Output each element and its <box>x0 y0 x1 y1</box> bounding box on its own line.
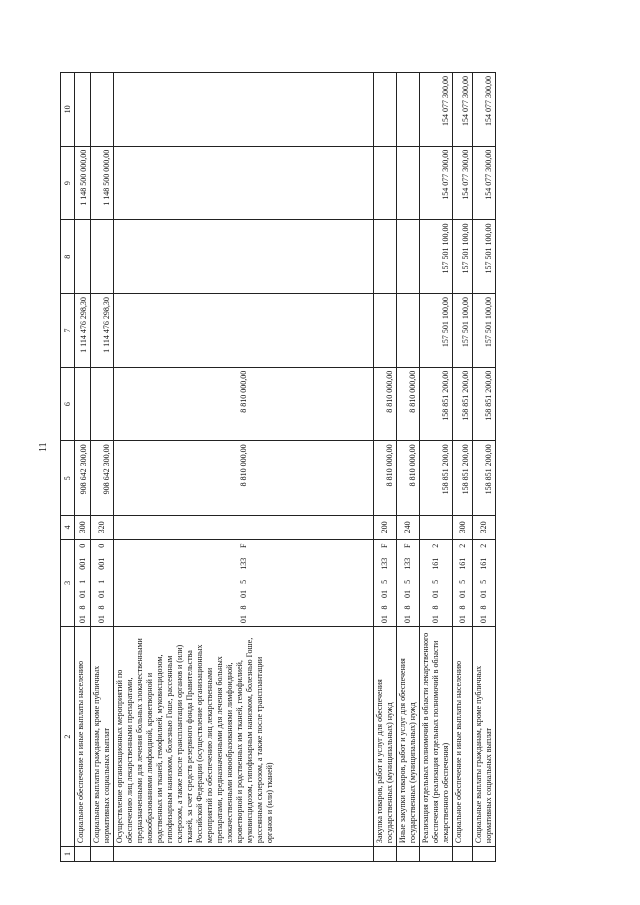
table-row <box>91 73 114 862</box>
row-name: Социальные выплаты гражданам, кроме публичных нормативных социальных выплат <box>473 627 496 847</box>
code-part: 0 <box>91 539 114 552</box>
value-c8 <box>75 220 91 294</box>
page-number: 11 <box>38 442 49 452</box>
value-c8 <box>114 220 374 294</box>
value-c10 <box>374 73 397 147</box>
value-c8 <box>91 220 114 294</box>
code-part: 01 <box>453 614 473 627</box>
table-body <box>75 73 496 862</box>
value-c8: 157 501 100,00 <box>453 220 473 294</box>
code-part: 2 <box>453 539 473 552</box>
code-part: 01 <box>397 588 420 601</box>
cell-col-1 <box>473 847 496 862</box>
code-part: 8 <box>374 601 397 614</box>
value-c9 <box>397 146 420 220</box>
value-c9: 1 148 500 000,00 <box>75 146 91 220</box>
expense-type <box>114 516 374 539</box>
code-part: 01 <box>91 614 114 627</box>
code-part: 8 <box>420 601 453 614</box>
value-c10: 154 077 300,00 <box>420 73 453 147</box>
expense-type: 300 <box>75 516 91 539</box>
code-part: 0 <box>75 539 91 552</box>
table-row <box>75 73 91 862</box>
table-row <box>397 73 420 862</box>
expense-type: 320 <box>473 516 496 539</box>
row-name: Осуществление организационных мероприятий по обеспечению лиц лекарственными препаратами, предназначенными для лечения больных злокачественными новообразованиями лимфоидной, кроветворной и родственных им тканей, гемофилией, муковисцидозом, гипофизарным нанизмом, болезнью Гоше, рассеянным склерозом, а также после трансплантации органов и (или) тканей, за счет средств резервного фонда Правительства Российской Федерации (осуществление организационных мероприятий по обеспечению лиц лекарственными препаратами, предназначенными для лечения больных злокачественными новообразованиями лимфоидной, кроветворной и родственных им тканей, гемофилией, муковисцидозом, гипофизарным нанизмом, болезнью Гоше, рассеянным склерозом, а также после трансплантации органов и (или) тканей) <box>114 627 374 847</box>
table-row <box>114 73 374 862</box>
value-c8 <box>397 220 420 294</box>
row-name: Иные закупки товаров, работ и услуг для обеспечения государственных (муниципальных) нужд <box>397 627 420 847</box>
row-name: Социальное обеспечение и иные выплаты населению <box>75 627 91 847</box>
value-c7: 157 501 100,00 <box>453 294 473 368</box>
code-part: 2 <box>420 539 453 552</box>
code-part: 5 <box>114 575 374 588</box>
code-part: F <box>114 539 374 552</box>
code-part: 2 <box>473 539 496 552</box>
code-part: 8 <box>114 601 374 614</box>
code-part: 8 <box>75 601 91 614</box>
code-part: 5 <box>374 575 397 588</box>
value-c10 <box>91 73 114 147</box>
value-c6: 8 810 000,00 <box>374 367 397 441</box>
code-part: 5 <box>397 575 420 588</box>
header-col-3: 3 <box>61 539 75 627</box>
code-part: 5 <box>473 575 496 588</box>
value-col-5: 908 642 300,00 <box>91 441 114 516</box>
code-part: F <box>397 539 420 552</box>
value-c7: 1 114 476 298,30 <box>75 294 91 368</box>
header-col-10: 10 <box>61 73 75 147</box>
header-col-2: 2 <box>61 627 75 847</box>
value-col-5: 908 642 300,00 <box>75 441 91 516</box>
budget-table <box>60 72 496 862</box>
row-name: Социальное обеспечение и иные выплаты населению <box>453 627 473 847</box>
cell-col-1 <box>397 847 420 862</box>
code-part: 01 <box>420 588 453 601</box>
cell-col-1 <box>91 847 114 862</box>
value-c6: 158 851 200,00 <box>453 367 473 441</box>
value-c8: 157 501 100,00 <box>473 220 496 294</box>
code-part: 8 <box>91 601 114 614</box>
code-part: 01 <box>397 614 420 627</box>
code-part: F <box>374 539 397 552</box>
code-part: 8 <box>453 601 473 614</box>
value-c9: 1 148 500 000,00 <box>91 146 114 220</box>
code-part: 01 <box>420 614 453 627</box>
code-part: 001 <box>91 552 114 575</box>
header-col-9: 9 <box>61 146 75 220</box>
value-c7 <box>397 294 420 368</box>
code-part: 001 <box>75 552 91 575</box>
value-c7: 157 501 100,00 <box>473 294 496 368</box>
value-c6 <box>91 367 114 441</box>
code-part: 01 <box>75 614 91 627</box>
value-col-5: 8 810 000,00 <box>374 441 397 516</box>
header-row <box>61 73 75 862</box>
value-c7: 1 114 476 298,30 <box>91 294 114 368</box>
row-name: Реализация отдельных полномочий в области лекарственного обеспечения (реализация отдельных полномочий в области лекарственного обеспечения) <box>420 627 453 847</box>
table-row <box>473 73 496 862</box>
value-col-5: 8 810 000,00 <box>397 441 420 516</box>
code-part: 5 <box>420 575 453 588</box>
code-part: 01 <box>453 588 473 601</box>
cell-col-1 <box>114 847 374 862</box>
value-c10: 154 077 300,00 <box>473 73 496 147</box>
rotated-table-wrapper <box>60 72 493 862</box>
code-part: 01 <box>374 614 397 627</box>
header-col-4: 4 <box>61 516 75 539</box>
code-part: 01 <box>473 614 496 627</box>
expense-type <box>420 516 453 539</box>
code-part: 8 <box>397 601 420 614</box>
table-row <box>420 73 453 862</box>
row-name: Закупка товаров, работ и услуг для обеспечения государственных (муниципальных) нужд <box>374 627 397 847</box>
header-col-1: 1 <box>61 847 75 862</box>
expense-type: 200 <box>374 516 397 539</box>
value-c6: 8 810 000,00 <box>114 367 374 441</box>
cell-col-1 <box>75 847 91 862</box>
value-c9: 154 077 300,00 <box>473 146 496 220</box>
code-part: 133 <box>114 552 374 575</box>
code-part: 01 <box>114 614 374 627</box>
code-part: 01 <box>91 588 114 601</box>
code-part: 133 <box>374 552 397 575</box>
expense-type: 300 <box>453 516 473 539</box>
table-row <box>374 73 397 862</box>
value-c6: 158 851 200,00 <box>473 367 496 441</box>
code-part: 161 <box>420 552 453 575</box>
code-part: 01 <box>374 588 397 601</box>
table-row <box>453 73 473 862</box>
value-c9: 154 077 300,00 <box>420 146 453 220</box>
cell-col-1 <box>453 847 473 862</box>
expense-type: 320 <box>91 516 114 539</box>
value-c6: 158 851 200,00 <box>420 367 453 441</box>
cell-col-1 <box>374 847 397 862</box>
code-part: 161 <box>453 552 473 575</box>
cell-col-1 <box>420 847 453 862</box>
value-c6 <box>75 367 91 441</box>
code-part: 133 <box>397 552 420 575</box>
value-c8: 157 501 100,00 <box>420 220 453 294</box>
value-col-5: 158 851 200,00 <box>453 441 473 516</box>
code-part: 5 <box>453 575 473 588</box>
value-c10 <box>75 73 91 147</box>
header-col-7: 7 <box>61 294 75 368</box>
code-part: 01 <box>75 588 91 601</box>
value-c8 <box>374 220 397 294</box>
value-col-5: 158 851 200,00 <box>473 441 496 516</box>
value-c10: 154 077 300,00 <box>453 73 473 147</box>
code-part: 1 <box>91 575 114 588</box>
code-part: 01 <box>473 588 496 601</box>
code-part: 8 <box>473 601 496 614</box>
code-part: 161 <box>473 552 496 575</box>
value-c7 <box>114 294 374 368</box>
value-c9: 154 077 300,00 <box>453 146 473 220</box>
value-c6: 8 810 000,00 <box>397 367 420 441</box>
header-col-6: 6 <box>61 367 75 441</box>
value-col-5: 8 810 000,00 <box>114 441 374 516</box>
value-c10 <box>397 73 420 147</box>
value-c7: 157 501 100,00 <box>420 294 453 368</box>
header-col-8: 8 <box>61 220 75 294</box>
value-c7 <box>374 294 397 368</box>
value-c9 <box>374 146 397 220</box>
header-col-5: 5 <box>61 441 75 516</box>
expense-type: 240 <box>397 516 420 539</box>
value-c9 <box>114 146 374 220</box>
value-c10 <box>114 73 374 147</box>
code-part: 1 <box>75 575 91 588</box>
row-name: Социальные выплаты гражданам, кроме публичных нормативных социальных выплат <box>91 627 114 847</box>
value-col-5: 158 851 200,00 <box>420 441 453 516</box>
code-part: 01 <box>114 588 374 601</box>
